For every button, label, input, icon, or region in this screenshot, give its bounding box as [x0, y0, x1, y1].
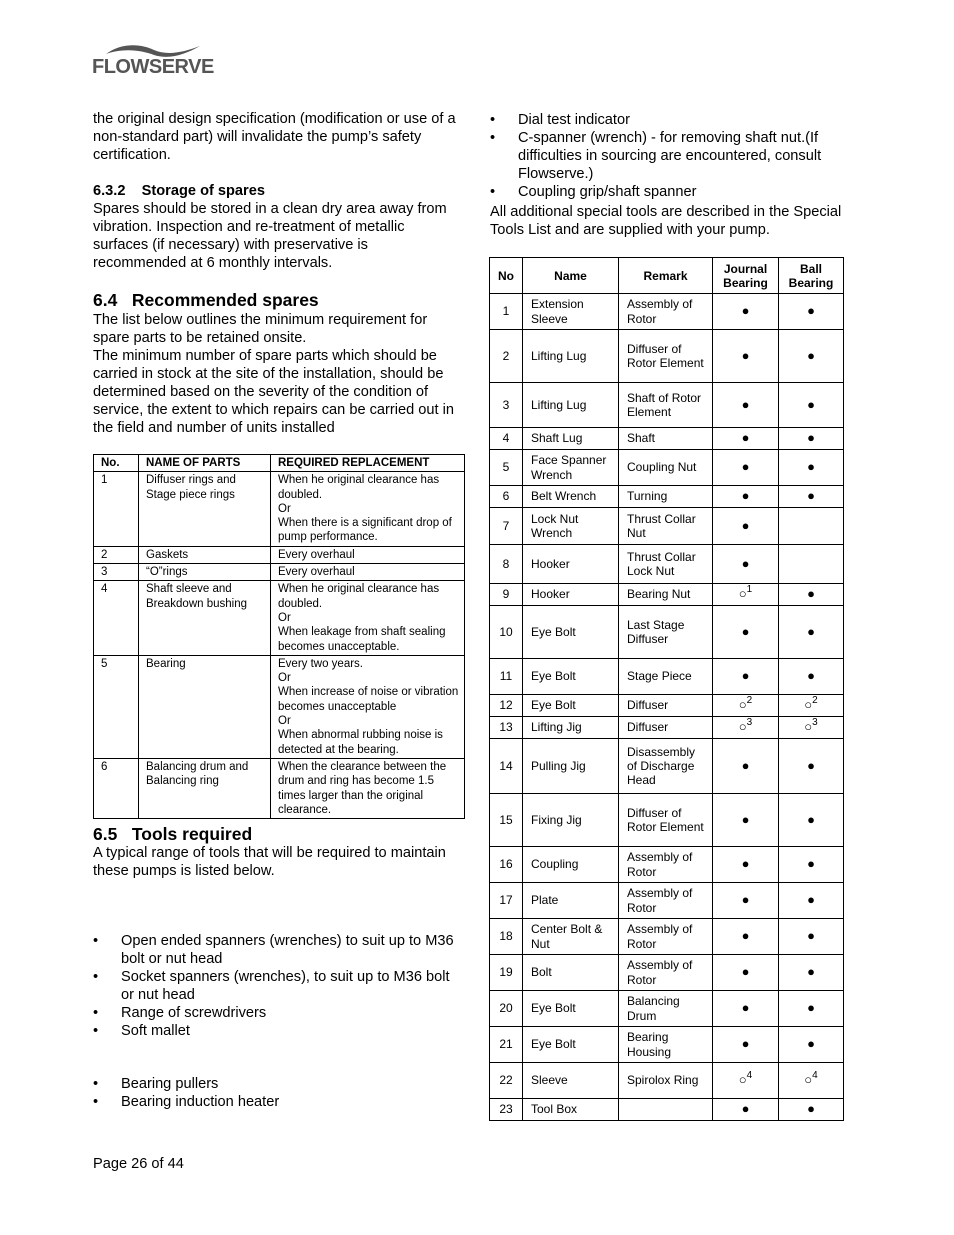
cell-remark: Coupling Nut — [619, 450, 713, 486]
bearing-mark-icon: ● — [807, 928, 815, 944]
cell-no: 21 — [490, 1027, 523, 1063]
cell-remark: Thrust Collar Lock Nut — [619, 545, 713, 584]
table-row — [94, 655, 465, 758]
cell-no: 5 — [490, 450, 523, 486]
footnote-marker: 4 — [812, 1070, 818, 1082]
table-row — [94, 564, 465, 581]
section-6-4-heading: 6.4 Recommended spares — [93, 290, 319, 310]
cell-journal-bearing — [713, 1099, 779, 1121]
bearing-mark-icon: ● — [741, 1101, 750, 1117]
cell-remark: Balancing Drum — [619, 991, 713, 1027]
list-item: • Bearing induction heater — [93, 1093, 465, 1111]
cell-journal-bearing — [713, 508, 779, 545]
section-6-5-heading: 6.5 Tools required — [93, 824, 253, 844]
table-row — [94, 472, 465, 546]
cell-no: 11 — [490, 659, 523, 695]
bearing-mark-icon: ○ — [738, 1072, 747, 1088]
cell-no: 13 — [490, 717, 523, 739]
table-row — [490, 1063, 844, 1099]
bearing-mark-icon: ● — [807, 1036, 815, 1052]
table-row — [490, 1099, 844, 1121]
bearing-mark-icon: ● — [807, 811, 815, 827]
cell-name: Sleeve — [523, 1063, 619, 1099]
cell-no: 4 — [94, 581, 139, 655]
cell-name-of-parts: Diffuser rings and Stage piece rings — [139, 472, 271, 546]
cell-required-replacement: When he original clearance has doubled. Or When there is a significant drop of pump performance. — [271, 472, 465, 546]
table-row — [490, 294, 844, 330]
cell-ball-bearing — [779, 294, 844, 330]
cell-no: 3 — [94, 564, 139, 581]
bearing-mark-icon: ● — [741, 488, 750, 504]
bearing-mark-icon: ● — [741, 303, 750, 319]
cell-remark: Diffuser of Rotor Element — [619, 794, 713, 847]
cell-name: Shaft Lug — [523, 428, 619, 450]
cell-journal-bearing — [713, 847, 779, 883]
cell-ball-bearing — [779, 330, 844, 383]
cell-ball-bearing — [779, 450, 844, 486]
cell-journal-bearing — [713, 991, 779, 1027]
cell-journal-bearing — [713, 695, 779, 717]
bearing-mark-icon: ● — [807, 892, 815, 908]
tools-bullet-list-2 — [93, 1075, 465, 1111]
bearing-mark-icon: ● — [807, 623, 815, 639]
cell-name: Face Spanner Wrench — [523, 450, 619, 486]
cell-remark: Last Stage Diffuser — [619, 606, 713, 659]
cell-name: Tool Box — [523, 1099, 619, 1121]
table-row — [490, 919, 844, 955]
cell-no: 9 — [490, 584, 523, 606]
cell-ball-bearing — [779, 794, 844, 847]
cell-remark: Assembly of Rotor — [619, 883, 713, 919]
footnote-marker: 2 — [812, 695, 818, 707]
footnote-marker: 3 — [746, 717, 753, 729]
bearing-mark-icon: ● — [741, 757, 750, 773]
special-tools-paragraph: All additional special tools are described in the Special Tools List and are supplied with your pump. — [490, 204, 842, 238]
table-header-row — [94, 455, 465, 472]
bearing-mark-icon: ● — [741, 928, 750, 944]
bearing-mark-icon: ○ — [738, 586, 747, 602]
page-number: Page 26 of 44 — [93, 1156, 184, 1172]
footnote-marker: 2 — [746, 695, 753, 707]
cell-journal-bearing — [713, 294, 779, 330]
column-header-name: Name — [523, 258, 619, 294]
bearing-mark-icon: ● — [741, 856, 750, 872]
bearing-mark-icon: ● — [807, 586, 815, 602]
bearing-mark-icon: ○ — [738, 697, 747, 713]
list-item: • Soft mallet — [93, 1022, 465, 1040]
bearing-mark-icon: ● — [807, 1000, 815, 1016]
list-item: • Bearing pullers — [93, 1075, 465, 1093]
bearing-mark-icon: ● — [807, 757, 815, 773]
logo-wordmark: FLOWSERVE — [92, 56, 214, 78]
cell-journal-bearing — [713, 739, 779, 794]
bearing-mark-icon: ● — [807, 668, 815, 684]
cell-no: 20 — [490, 991, 523, 1027]
table-row — [490, 659, 844, 695]
cell-remark: Spirolox Ring — [619, 1063, 713, 1099]
cell-remark: Bearing Housing — [619, 1027, 713, 1063]
table-row — [490, 330, 844, 383]
bearing-mark-icon: ● — [807, 347, 815, 363]
column-header-no: No — [490, 258, 523, 294]
cell-remark: Assembly of Rotor — [619, 847, 713, 883]
table-row — [490, 508, 844, 545]
cell-name: Coupling — [523, 847, 619, 883]
cell-name: Pulling Jig — [523, 739, 619, 794]
footnote-marker: 3 — [812, 717, 818, 729]
cell-no: 14 — [490, 739, 523, 794]
list-item: • Range of screwdrivers — [93, 1004, 465, 1022]
table-row — [490, 383, 844, 428]
cell-remark: Bearing Nut — [619, 584, 713, 606]
cell-ball-bearing — [779, 1063, 844, 1099]
bearing-mark-icon: ● — [741, 459, 750, 475]
cell-remark: Diffuser of Rotor Element — [619, 330, 713, 383]
list-item: • Coupling grip/shaft spanner — [490, 183, 855, 201]
cell-name: Lifting Lug — [523, 330, 619, 383]
cell-journal-bearing — [713, 919, 779, 955]
cell-name: Fixing Jig — [523, 794, 619, 847]
table-row — [490, 955, 844, 991]
cell-no: 12 — [490, 695, 523, 717]
bearing-mark-icon: ● — [741, 1036, 750, 1052]
cell-no: 3 — [490, 383, 523, 428]
cell-no: 17 — [490, 883, 523, 919]
bearing-mark-icon: ● — [807, 430, 815, 446]
cell-name: Eye Bolt — [523, 991, 619, 1027]
bearing-mark-icon: ● — [741, 555, 750, 571]
table-row — [490, 847, 844, 883]
bearing-mark-icon: ● — [807, 396, 815, 412]
cell-remark: Assembly of Rotor — [619, 919, 713, 955]
cell-remark: Diffuser — [619, 717, 713, 739]
bearing-mark-icon: ● — [741, 623, 750, 639]
column-header-journal-bearing: Journal Bearing — [713, 258, 779, 294]
table-row — [94, 546, 465, 563]
cell-ball-bearing — [779, 659, 844, 695]
cell-name: Bolt — [523, 955, 619, 991]
table-row — [94, 581, 465, 655]
table-row — [490, 739, 844, 794]
cell-name: Lifting Lug — [523, 383, 619, 428]
cell-journal-bearing — [713, 545, 779, 584]
spare-parts-table — [93, 454, 465, 819]
cell-required-replacement: Every overhaul — [271, 546, 465, 563]
bearing-mark-icon: ● — [807, 1101, 815, 1117]
table-row — [490, 428, 844, 450]
cell-journal-bearing — [713, 717, 779, 739]
table-row — [490, 584, 844, 606]
cell-no: 7 — [490, 508, 523, 545]
cell-remark: Stage Piece — [619, 659, 713, 695]
table-row — [490, 883, 844, 919]
bearing-mark-icon: ○ — [804, 719, 813, 735]
footnote-marker: 1 — [746, 584, 753, 596]
list-item: • Dial test indicator — [490, 111, 855, 129]
bearing-mark-icon: ● — [741, 892, 750, 908]
cell-no: 8 — [490, 545, 523, 584]
cell-journal-bearing — [713, 883, 779, 919]
column-header-required-replacement: REQUIRED REPLACEMENT — [271, 455, 465, 472]
cell-remark: Shaft of Rotor Element — [619, 383, 713, 428]
cell-remark: Thrust Collar Nut — [619, 508, 713, 545]
cell-ball-bearing — [779, 919, 844, 955]
cell-name: Eye Bolt — [523, 659, 619, 695]
footnote-marker: 4 — [746, 1070, 753, 1082]
recommended-spares-intro: The list below outlines the minimum requirement for spare parts to be retained onsite. — [93, 312, 428, 346]
bearing-mark-icon: ● — [741, 964, 750, 980]
cell-ball-bearing — [779, 991, 844, 1027]
bearing-mark-icon: ● — [741, 811, 750, 827]
bearing-mark-icon: ● — [741, 430, 750, 446]
bearing-mark-icon: ● — [807, 459, 815, 475]
cell-ball-bearing — [779, 486, 844, 508]
cell-no: 15 — [490, 794, 523, 847]
cell-journal-bearing — [713, 584, 779, 606]
cell-name: Hooker — [523, 584, 619, 606]
cell-ball-bearing — [779, 428, 844, 450]
cell-no: 22 — [490, 1063, 523, 1099]
cell-no: 2 — [490, 330, 523, 383]
cell-name: Lifting Jig — [523, 717, 619, 739]
cell-ball-bearing — [779, 545, 844, 584]
cell-journal-bearing — [713, 1027, 779, 1063]
cell-required-replacement: When he original clearance has doubled. Or When leakage from shaft sealing becomes unacceptable. — [271, 581, 465, 655]
cell-journal-bearing — [713, 450, 779, 486]
cell-required-replacement: Every overhaul — [271, 564, 465, 581]
cell-name: Plate — [523, 883, 619, 919]
storage-of-spares-paragraph: Spares should be stored in a clean dry area away from vibration. Inspection and re-treatment of metallic surfaces (if necessary) with preservative is recommended at 6 monthly intervals. — [93, 201, 447, 271]
tools-required-paragraph: A typical range of tools that will be required to maintain these pumps is listed below. — [93, 845, 446, 879]
column-header-name-of-parts: NAME OF PARTS — [139, 455, 271, 472]
bearing-mark-icon: ● — [741, 668, 750, 684]
cell-ball-bearing — [779, 383, 844, 428]
cell-no: 5 — [94, 655, 139, 758]
table-row — [490, 794, 844, 847]
cell-journal-bearing — [713, 1063, 779, 1099]
table-row — [490, 450, 844, 486]
bearing-mark-icon: ● — [807, 303, 815, 319]
bearing-mark-icon: ● — [741, 347, 750, 363]
bearing-mark-icon: ○ — [804, 1072, 813, 1088]
intro-paragraph: the original design specification (modification or use of a non-standard part) will invalidate the pump’s safety certification. — [93, 111, 456, 163]
cell-name-of-parts: Balancing drum and Balancing ring — [139, 758, 271, 818]
right-bullet-list — [490, 111, 855, 201]
cell-required-replacement: Every two years. Or When increase of noise or vibration becomes unacceptable Or When abnormal rubbing noise is detected at the bearing. — [271, 655, 465, 758]
cell-name: Belt Wrench — [523, 486, 619, 508]
cell-journal-bearing — [713, 330, 779, 383]
cell-ball-bearing — [779, 883, 844, 919]
recommended-spares-detail: The minimum number of spare parts which should be carried in stock at the site of the installation, should be determined based on the severity of the condition of service, the extent to which repairs can be carried out in the field and number of units installed — [93, 348, 454, 436]
flowserve-logo — [92, 42, 214, 82]
cell-ball-bearing — [779, 508, 844, 545]
cell-no: 10 — [490, 606, 523, 659]
table-row — [490, 1027, 844, 1063]
table-row — [94, 758, 465, 818]
table-row — [490, 991, 844, 1027]
bearing-mark-icon: ● — [741, 396, 750, 412]
cell-no: 4 — [490, 428, 523, 450]
column-header-remark: Remark — [619, 258, 713, 294]
cell-no: 2 — [94, 546, 139, 563]
cell-no: 19 — [490, 955, 523, 991]
bearing-mark-icon: ○ — [738, 719, 747, 735]
cell-ball-bearing — [779, 606, 844, 659]
cell-journal-bearing — [713, 428, 779, 450]
bearing-mark-icon: ● — [807, 488, 815, 504]
cell-journal-bearing — [713, 955, 779, 991]
cell-name: Eye Bolt — [523, 695, 619, 717]
cell-no: 18 — [490, 919, 523, 955]
cell-remark: Diffuser — [619, 695, 713, 717]
table-row — [490, 606, 844, 659]
column-header-no: No. — [94, 455, 139, 472]
cell-ball-bearing — [779, 739, 844, 794]
cell-ball-bearing — [779, 695, 844, 717]
cell-journal-bearing — [713, 486, 779, 508]
section-6-3-2-heading: 6.3.2 Storage of spares — [93, 183, 265, 199]
cell-journal-bearing — [713, 383, 779, 428]
bearing-mark-icon: ● — [741, 517, 750, 533]
list-item: • Socket spanners (wrenches), to suit up to M36 bolt or nut head — [93, 968, 465, 1004]
table-row — [490, 486, 844, 508]
cell-no: 6 — [94, 758, 139, 818]
cell-no: 16 — [490, 847, 523, 883]
bearing-mark-icon: ● — [741, 1000, 750, 1016]
table-row — [490, 545, 844, 584]
cell-ball-bearing — [779, 1027, 844, 1063]
cell-name: Eye Bolt — [523, 606, 619, 659]
cell-ball-bearing — [779, 1099, 844, 1121]
cell-journal-bearing — [713, 794, 779, 847]
cell-name-of-parts: “O”rings — [139, 564, 271, 581]
cell-name-of-parts: Gaskets — [139, 546, 271, 563]
tools-bullet-list-1 — [93, 932, 465, 1040]
cell-no: 1 — [94, 472, 139, 546]
list-item: • Open ended spanners (wrenches) to suit up to M36 bolt or nut head — [93, 932, 465, 968]
cell-remark: Turning — [619, 486, 713, 508]
table-header-row — [490, 258, 844, 294]
special-tools-table — [489, 257, 844, 1121]
cell-name: Center Bolt & Nut — [523, 919, 619, 955]
cell-ball-bearing — [779, 584, 844, 606]
bearing-mark-icon: ○ — [804, 697, 813, 713]
cell-name: Extension Sleeve — [523, 294, 619, 330]
cell-remark — [619, 1099, 713, 1121]
list-item: • C-spanner (wrench) - for removing shaft nut.(If difficulties in sourcing are encountered, consult Flowserve.) — [490, 129, 855, 183]
cell-remark: Assembly of Rotor — [619, 955, 713, 991]
cell-remark: Assembly of Rotor — [619, 294, 713, 330]
cell-ball-bearing — [779, 717, 844, 739]
cell-no: 23 — [490, 1099, 523, 1121]
cell-name: Hooker — [523, 545, 619, 584]
table-row — [490, 695, 844, 717]
column-header-ball-bearing: Ball Bearing — [779, 258, 844, 294]
bearing-mark-icon: ● — [807, 964, 815, 980]
cell-name-of-parts: Shaft sleeve and Breakdown bushing — [139, 581, 271, 655]
cell-name-of-parts: Bearing — [139, 655, 271, 758]
cell-no: 1 — [490, 294, 523, 330]
cell-journal-bearing — [713, 606, 779, 659]
bearing-mark-icon: ● — [807, 856, 815, 872]
cell-ball-bearing — [779, 955, 844, 991]
cell-ball-bearing — [779, 847, 844, 883]
cell-name: Eye Bolt — [523, 1027, 619, 1063]
cell-name: Lock Nut Wrench — [523, 508, 619, 545]
cell-no: 6 — [490, 486, 523, 508]
cell-journal-bearing — [713, 659, 779, 695]
cell-required-replacement: When the clearance between the drum and ring has become 1.5 times larger than the original clearance. — [271, 758, 465, 818]
cell-remark: Shaft — [619, 428, 713, 450]
cell-remark: Disassembly of Discharge Head — [619, 739, 713, 794]
table-row — [490, 717, 844, 739]
